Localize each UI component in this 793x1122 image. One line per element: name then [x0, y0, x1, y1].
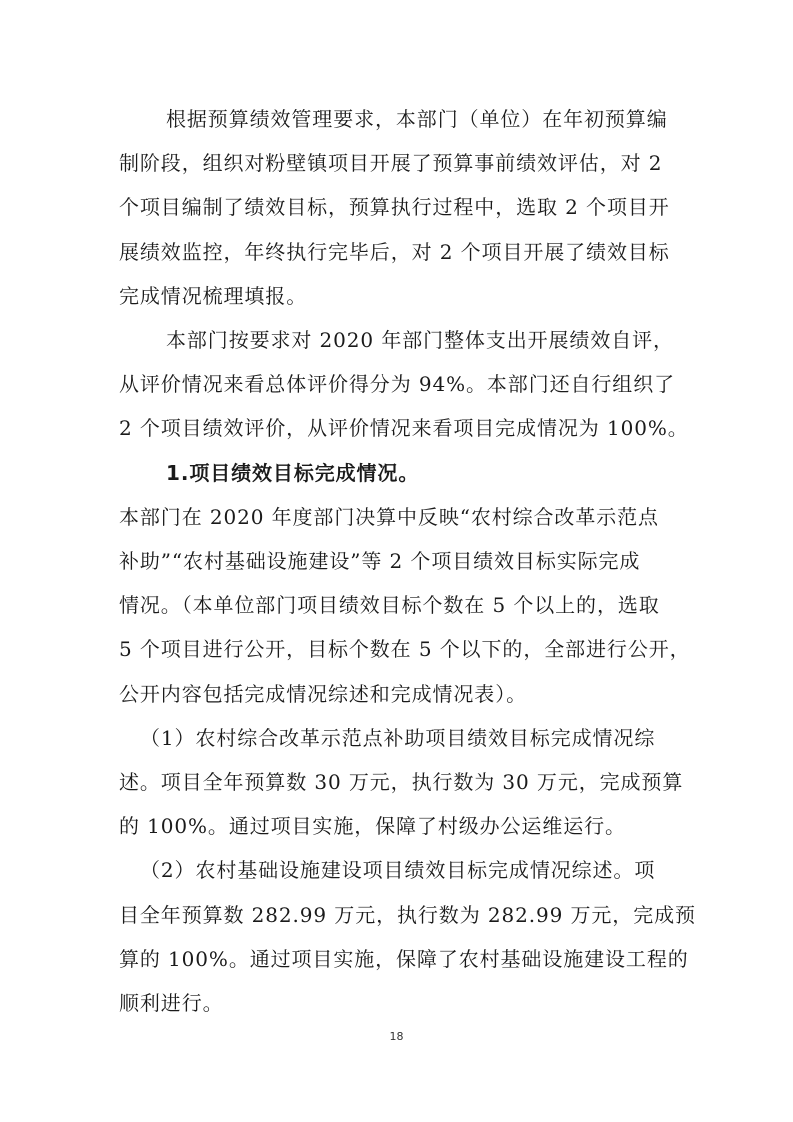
paragraph-1-line-4: 展绩效监控，年终执行完毕后，对 2 个项目开展了绩效目标	[119, 240, 670, 264]
paragraph-3-line-4: 5 个项目进行公开，目标个数在 5 个以下的，全部进行公开，	[119, 637, 691, 661]
paragraph-1-line-2: 制阶段，组织对粉壁镇项目开展了预算事前绩效评估，对 2	[119, 151, 663, 175]
section-heading: 1.项目绩效目标完成情况。	[166, 461, 420, 485]
paragraph-4-line-1: （1）农村综合改革示范点补助项目绩效目标完成情况综	[140, 726, 656, 750]
paragraph-3-line-2: 补助”“农村基础设施建设”等 2 个项目绩效目标实际完成	[119, 549, 641, 573]
page-number: 18	[389, 1030, 404, 1043]
paragraph-3-line-3: 情况。（本单位部门项目绩效目标个数在 5 个以上的，选取	[119, 593, 660, 617]
paragraph-3-line-1: 本部门在 2020 年度部门决算中反映“农村综合改革示范点	[119, 505, 659, 529]
paragraph-5-line-4: 顺利进行。	[119, 991, 224, 1015]
paragraph-4-line-3: 的 100%。通过项目实施，保障了村级办公运维运行。	[119, 814, 626, 838]
paragraph-2-line-3: 2 个项目绩效评价，从评价情况来看项目完成情况为 100%。	[119, 416, 689, 440]
paragraph-1-line-3: 个项目编制了绩效目标，预算执行过程中，选取 2 个项目开	[119, 195, 670, 219]
paragraph-1-line-5: 完成情况梳理填报。	[119, 284, 308, 308]
paragraph-3-line-5: 公开内容包括完成情况综述和完成情况表）。	[119, 682, 527, 706]
paragraph-4-line-2: 述。项目全年预算数 30 万元，执行数为 30 万元，完成预算	[119, 770, 684, 794]
paragraph-2-line-2: 从评价情况来看总体评价得分为 94%。本部门还自行组织了	[119, 372, 676, 396]
paragraph-2-line-1: 本部门按要求对 2020 年部门整体支出开展绩效自评，	[166, 328, 674, 352]
paragraph-5-line-1: （2）农村基础设施建设项目绩效目标完成情况综述。项	[140, 858, 656, 882]
paragraph-5-line-2: 目全年预算数 282.99 万元，执行数为 282.99 万元，完成预	[119, 903, 696, 927]
paragraph-5-line-3: 算的 100%。通过项目实施，保障了农村基础设施建设工程的	[119, 947, 689, 971]
paragraph-1-line-1: 根据预算绩效管理要求，本部门（单位）在年初预算编	[166, 107, 668, 131]
